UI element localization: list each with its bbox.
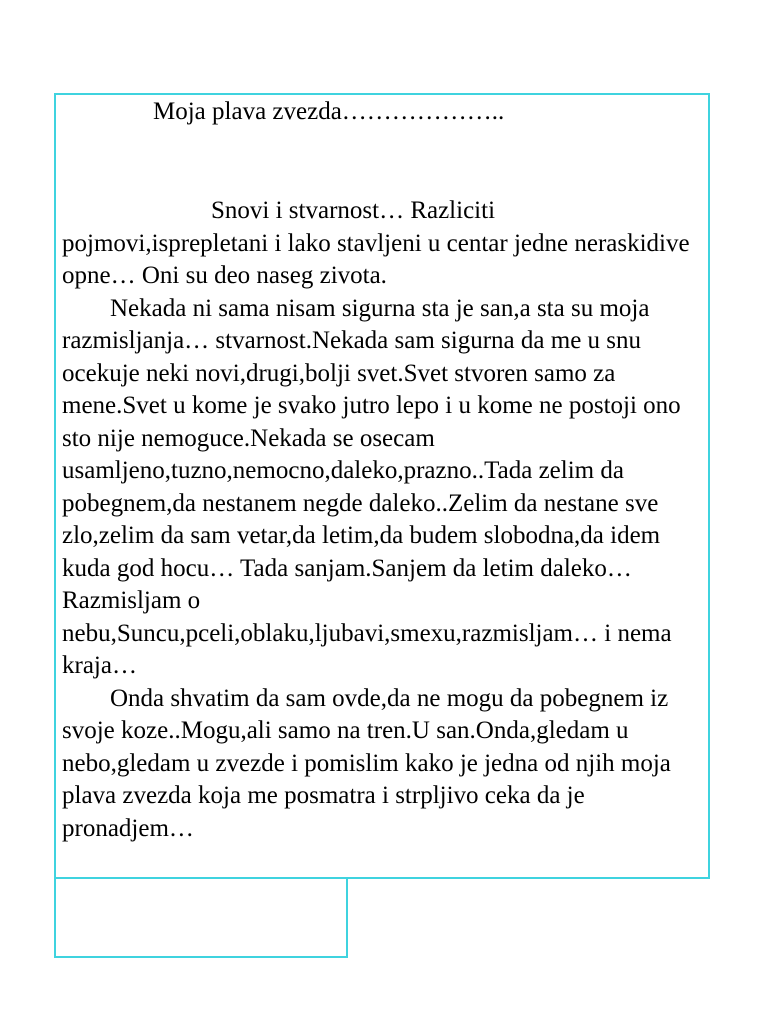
paragraph-3: Onda shvatim da sam ovde,da ne mogu da pobegnem iz svoje koze..Mogu,ali samo na tren.U san.Onda,gledam u nebo,gledam u zvezde i pomislim kako je jedna od njih moja plava zvezda koja me posmatra i strpljivo ceka da je pronadjem… — [62, 684, 671, 842]
paragraph-2: Nekada ni sama nisam sigurna sta je san,a sta su moja razmisljanja… stvarnost.Nekada sam sigurna da me u snu ocekuje neki novi,drugi,bolji svet.Svet stvoren samo za mene.Svet u kome je svako jutro lepo i u kome ne postoji ono sto nije nemoguce.Nekada se osecam usamljeno,tuzno,nemocno,daleko,prazno..Tada zelim da pobegnem,da nestanem negde daleko..Zelim da nestane sve zlo,zelim da sam vetar,da letim,da budem slobodna,da idem kuda god hocu… Tada sanjam.Sanjem da letim daleko… Razmisljam o nebu,Suncu,pceli,oblaku,ljubavi,smexu,razmisljam… i nema kraja… — [62, 294, 681, 679]
empty-text-frame — [54, 877, 348, 958]
document-body — [62, 195, 702, 845]
paragraph-1: Snovi i stvarnost… Razliciti pojmovi,isprepletani i lako stavljeni u centar jedne neraskidive opne… Oni su deo naseg zivota. — [62, 197, 690, 289]
document-title: Moja plava zvezda……………….. — [153, 98, 505, 125]
